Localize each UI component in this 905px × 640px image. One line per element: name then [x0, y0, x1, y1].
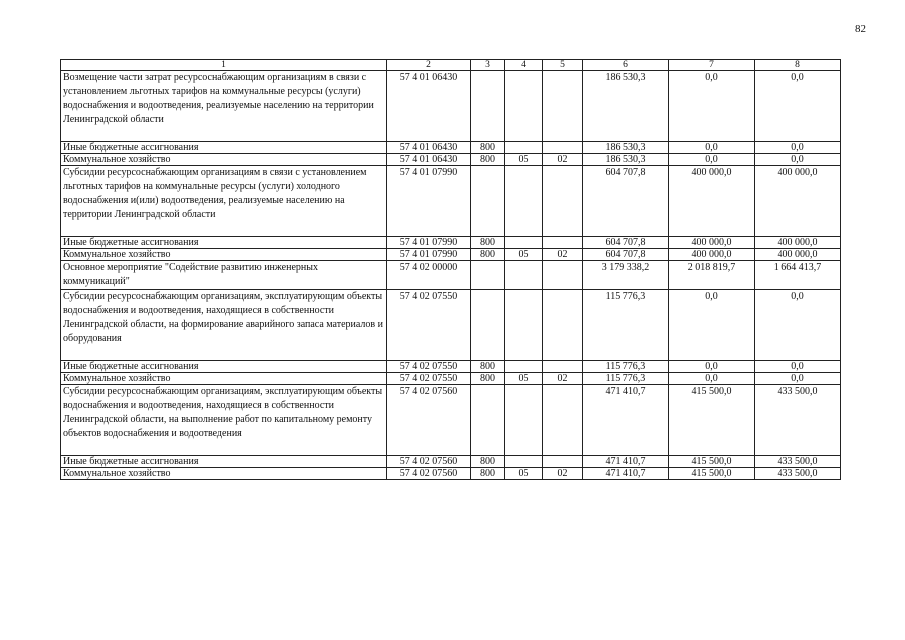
row-code: 57 4 01 06430 — [387, 154, 471, 166]
row-value-6: 471 410,7 — [583, 468, 669, 480]
table-row — [61, 385, 841, 456]
row-vr: 800 — [471, 237, 505, 249]
row-rz — [505, 142, 543, 154]
row-value-6: 604 707,8 — [583, 237, 669, 249]
row-pr — [543, 361, 583, 373]
row-name: Субсидии ресурсоснабжающим организациям, эксплуатирующим объекты водоснабжения и водоотведения, находящиеся в собственности Ленинградской области, на выполнение работ по капитальному ремонту объектов водоснабжения и водоотведения — [61, 385, 387, 456]
row-code: 57 4 01 07990 — [387, 237, 471, 249]
row-name: Субсидии ресурсоснабжающим организациям, эксплуатирующим объекты водоснабжения и водоотведения, находящиеся в собственности Ленинградской области, на формирование аварийного запаса материалов и оборудования — [61, 290, 387, 361]
row-value-7: 415 500,0 — [669, 385, 755, 456]
column-header: 7 — [669, 60, 755, 71]
row-code: 57 4 02 07550 — [387, 290, 471, 361]
row-vr: 800 — [471, 373, 505, 385]
row-value-8: 400 000,0 — [755, 166, 841, 237]
row-value-7: 0,0 — [669, 71, 755, 142]
row-value-8: 400 000,0 — [755, 237, 841, 249]
column-header: 4 — [505, 60, 543, 71]
page-number: 82 — [855, 23, 866, 35]
row-rz — [505, 71, 543, 142]
row-rz — [505, 166, 543, 237]
row-name: Коммунальное хозяйство — [61, 249, 387, 261]
table-row — [61, 290, 841, 361]
column-header: 2 — [387, 60, 471, 71]
row-value-8: 400 000,0 — [755, 249, 841, 261]
row-vr: 800 — [471, 456, 505, 468]
row-code: 57 4 02 07560 — [387, 456, 471, 468]
table-row — [61, 373, 841, 385]
row-value-7: 0,0 — [669, 142, 755, 154]
row-rz: 05 — [505, 249, 543, 261]
row-code: 57 4 02 07560 — [387, 468, 471, 480]
row-code: 57 4 01 07990 — [387, 249, 471, 261]
row-name: Коммунальное хозяйство — [61, 154, 387, 166]
row-value-6: 115 776,3 — [583, 290, 669, 361]
row-vr: 800 — [471, 154, 505, 166]
table-row — [61, 154, 841, 166]
row-rz: 05 — [505, 468, 543, 480]
row-value-8: 0,0 — [755, 154, 841, 166]
row-value-7: 0,0 — [669, 154, 755, 166]
row-code: 57 4 02 00000 — [387, 261, 471, 290]
row-value-8: 1 664 413,7 — [755, 261, 841, 290]
row-rz — [505, 385, 543, 456]
row-vr: 800 — [471, 249, 505, 261]
table-row — [61, 249, 841, 261]
table-header-row — [61, 60, 841, 71]
row-pr: 02 — [543, 468, 583, 480]
row-name: Возмещение части затрат ресурсоснабжающим организациям в связи с установлением льготных тарифов на коммунальные ресурсы (услуги) водоснабжения и водоотведения, реализуемые населению на территории Ленинградской области — [61, 71, 387, 142]
row-name: Коммунальное хозяйство — [61, 373, 387, 385]
table-row — [61, 361, 841, 373]
row-value-7: 0,0 — [669, 361, 755, 373]
column-header: 1 — [61, 60, 387, 71]
row-vr: 800 — [471, 142, 505, 154]
row-value-7: 415 500,0 — [669, 456, 755, 468]
column-header: 6 — [583, 60, 669, 71]
row-rz — [505, 237, 543, 249]
row-pr — [543, 385, 583, 456]
row-value-8: 0,0 — [755, 71, 841, 142]
row-value-6: 115 776,3 — [583, 373, 669, 385]
row-value-6: 186 530,3 — [583, 142, 669, 154]
row-vr — [471, 385, 505, 456]
row-value-6: 115 776,3 — [583, 361, 669, 373]
table-row — [61, 468, 841, 480]
table-row — [61, 237, 841, 249]
row-vr — [471, 290, 505, 361]
row-code: 57 4 02 07550 — [387, 373, 471, 385]
row-pr — [543, 456, 583, 468]
row-value-6: 186 530,3 — [583, 71, 669, 142]
row-value-6: 604 707,8 — [583, 166, 669, 237]
row-value-7: 2 018 819,7 — [669, 261, 755, 290]
row-value-7: 0,0 — [669, 290, 755, 361]
row-code: 57 4 01 07990 — [387, 166, 471, 237]
row-value-8: 433 500,0 — [755, 468, 841, 480]
row-value-7: 0,0 — [669, 373, 755, 385]
row-value-7: 400 000,0 — [669, 166, 755, 237]
row-rz — [505, 361, 543, 373]
row-pr: 02 — [543, 373, 583, 385]
row-vr: 800 — [471, 361, 505, 373]
row-name: Субсидии ресурсоснабжающим организациям в связи с установлением льготных тарифов на коммунальные ресурсы (услуги) холодного водоснабжения и(или) водоотведения, реализуемые населению на территории Ленинградской области — [61, 166, 387, 237]
row-pr — [543, 166, 583, 237]
row-pr — [543, 237, 583, 249]
row-value-6: 604 707,8 — [583, 249, 669, 261]
row-value-8: 0,0 — [755, 290, 841, 361]
row-value-7: 400 000,0 — [669, 249, 755, 261]
row-value-6: 186 530,3 — [583, 154, 669, 166]
row-rz — [505, 456, 543, 468]
row-value-6: 471 410,7 — [583, 385, 669, 456]
row-vr — [471, 166, 505, 237]
row-name: Иные бюджетные ассигнования — [61, 237, 387, 249]
row-code: 57 4 02 07560 — [387, 385, 471, 456]
row-pr — [543, 71, 583, 142]
row-value-8: 0,0 — [755, 361, 841, 373]
row-rz: 05 — [505, 373, 543, 385]
row-rz — [505, 290, 543, 361]
row-value-7: 415 500,0 — [669, 468, 755, 480]
row-value-8: 433 500,0 — [755, 385, 841, 456]
table-row — [61, 166, 841, 237]
row-pr — [543, 290, 583, 361]
row-code: 57 4 01 06430 — [387, 71, 471, 142]
row-name: Коммунальное хозяйство — [61, 468, 387, 480]
row-code: 57 4 02 07550 — [387, 361, 471, 373]
table-row — [61, 71, 841, 142]
row-vr — [471, 261, 505, 290]
row-name: Основное мероприятие "Содействие развитию инженерных коммуникаций" — [61, 261, 387, 290]
table-row — [61, 456, 841, 468]
row-value-8: 0,0 — [755, 142, 841, 154]
row-pr — [543, 261, 583, 290]
column-header: 3 — [471, 60, 505, 71]
row-value-6: 3 179 338,2 — [583, 261, 669, 290]
row-value-6: 471 410,7 — [583, 456, 669, 468]
row-value-8: 433 500,0 — [755, 456, 841, 468]
row-pr — [543, 142, 583, 154]
row-vr: 800 — [471, 468, 505, 480]
row-pr: 02 — [543, 249, 583, 261]
row-name: Иные бюджетные ассигнования — [61, 142, 387, 154]
row-vr — [471, 71, 505, 142]
table-row — [61, 142, 841, 154]
row-value-7: 400 000,0 — [669, 237, 755, 249]
budget-table — [60, 59, 841, 480]
row-name: Иные бюджетные ассигнования — [61, 361, 387, 373]
row-rz — [505, 261, 543, 290]
row-code: 57 4 01 06430 — [387, 142, 471, 154]
column-header: 8 — [755, 60, 841, 71]
row-name: Иные бюджетные ассигнования — [61, 456, 387, 468]
row-pr: 02 — [543, 154, 583, 166]
table-row — [61, 261, 841, 290]
row-rz: 05 — [505, 154, 543, 166]
column-header: 5 — [543, 60, 583, 71]
row-value-8: 0,0 — [755, 373, 841, 385]
